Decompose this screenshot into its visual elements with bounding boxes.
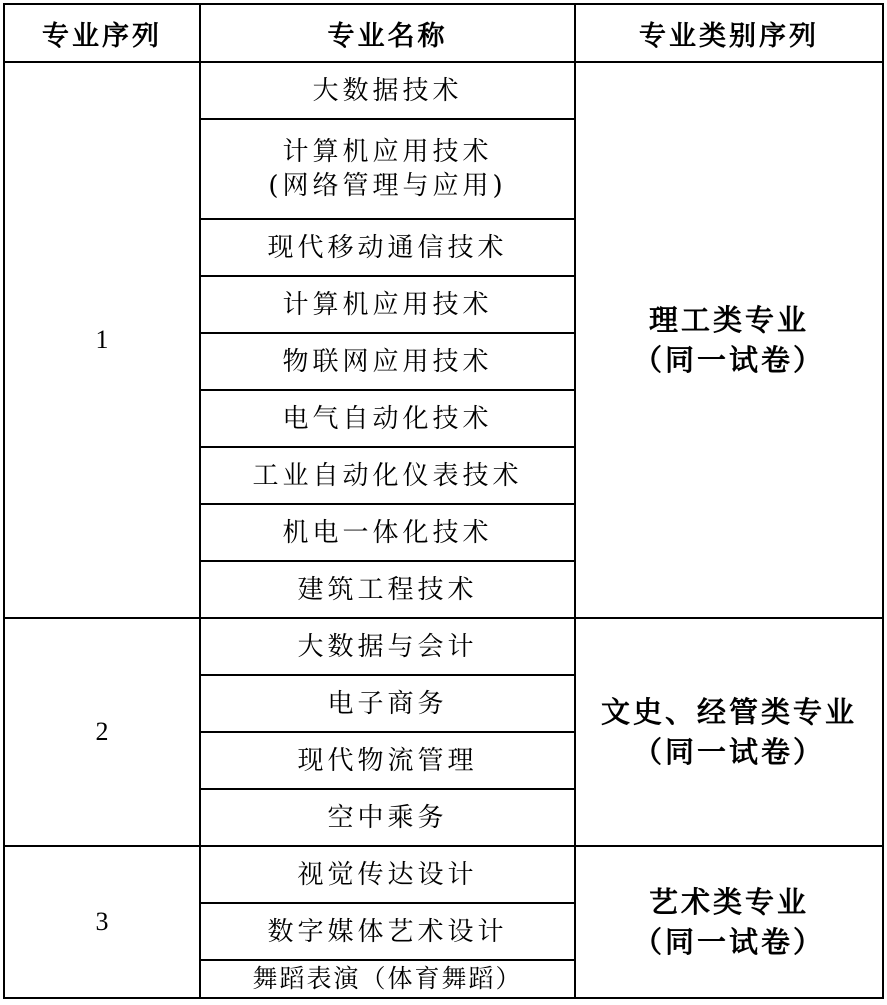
major-name: 数字媒体艺术设计 bbox=[200, 903, 575, 960]
major-name: 电气自动化技术 bbox=[200, 390, 575, 447]
major-name: 大数据技术 bbox=[200, 62, 575, 119]
category-name: 艺术类专业 bbox=[648, 885, 809, 919]
major-name: 物联网应用技术 bbox=[200, 333, 575, 390]
major-name: 工业自动化仪表技术 bbox=[200, 447, 575, 504]
major-name: 现代物流管理 bbox=[200, 732, 575, 789]
group-seq: 1 bbox=[4, 62, 200, 618]
category-note: （同一试卷） bbox=[632, 735, 825, 769]
table-row bbox=[4, 846, 883, 903]
category-cell bbox=[575, 618, 883, 846]
category-cell bbox=[575, 62, 883, 618]
category-cell bbox=[575, 846, 883, 998]
major-name: 机电一体化技术 bbox=[200, 504, 575, 561]
group-seq: 2 bbox=[4, 618, 200, 846]
major-name: 空中乘务 bbox=[200, 789, 575, 846]
major-table bbox=[3, 3, 884, 999]
category-note: （同一试卷） bbox=[632, 925, 825, 959]
major-name: 大数据与会计 bbox=[200, 618, 575, 675]
table-row bbox=[4, 618, 883, 675]
category-note: （同一试卷） bbox=[632, 343, 825, 377]
header-major-name: 专业名称 bbox=[200, 4, 575, 62]
category-name: 文史、经管类专业 bbox=[600, 695, 857, 729]
major-name: 视觉传达设计 bbox=[200, 846, 575, 903]
major-name bbox=[200, 119, 575, 219]
group-seq: 3 bbox=[4, 846, 200, 998]
major-name: 建筑工程技术 bbox=[200, 561, 575, 618]
major-name: 现代移动通信技术 bbox=[200, 219, 575, 276]
major-name-line2: (网络管理与应用) bbox=[268, 171, 507, 201]
table-row bbox=[4, 62, 883, 119]
major-name: 计算机应用技术 bbox=[200, 276, 575, 333]
major-name-line1: 计算机应用技术 bbox=[282, 137, 493, 167]
header-seq: 专业序列 bbox=[4, 4, 200, 62]
category-name: 理工类专业 bbox=[648, 303, 809, 337]
header-row bbox=[4, 4, 883, 62]
major-name: 电子商务 bbox=[200, 675, 575, 732]
major-name: 舞蹈表演（体育舞蹈） bbox=[200, 960, 575, 998]
header-category: 专业类别序列 bbox=[575, 4, 883, 62]
